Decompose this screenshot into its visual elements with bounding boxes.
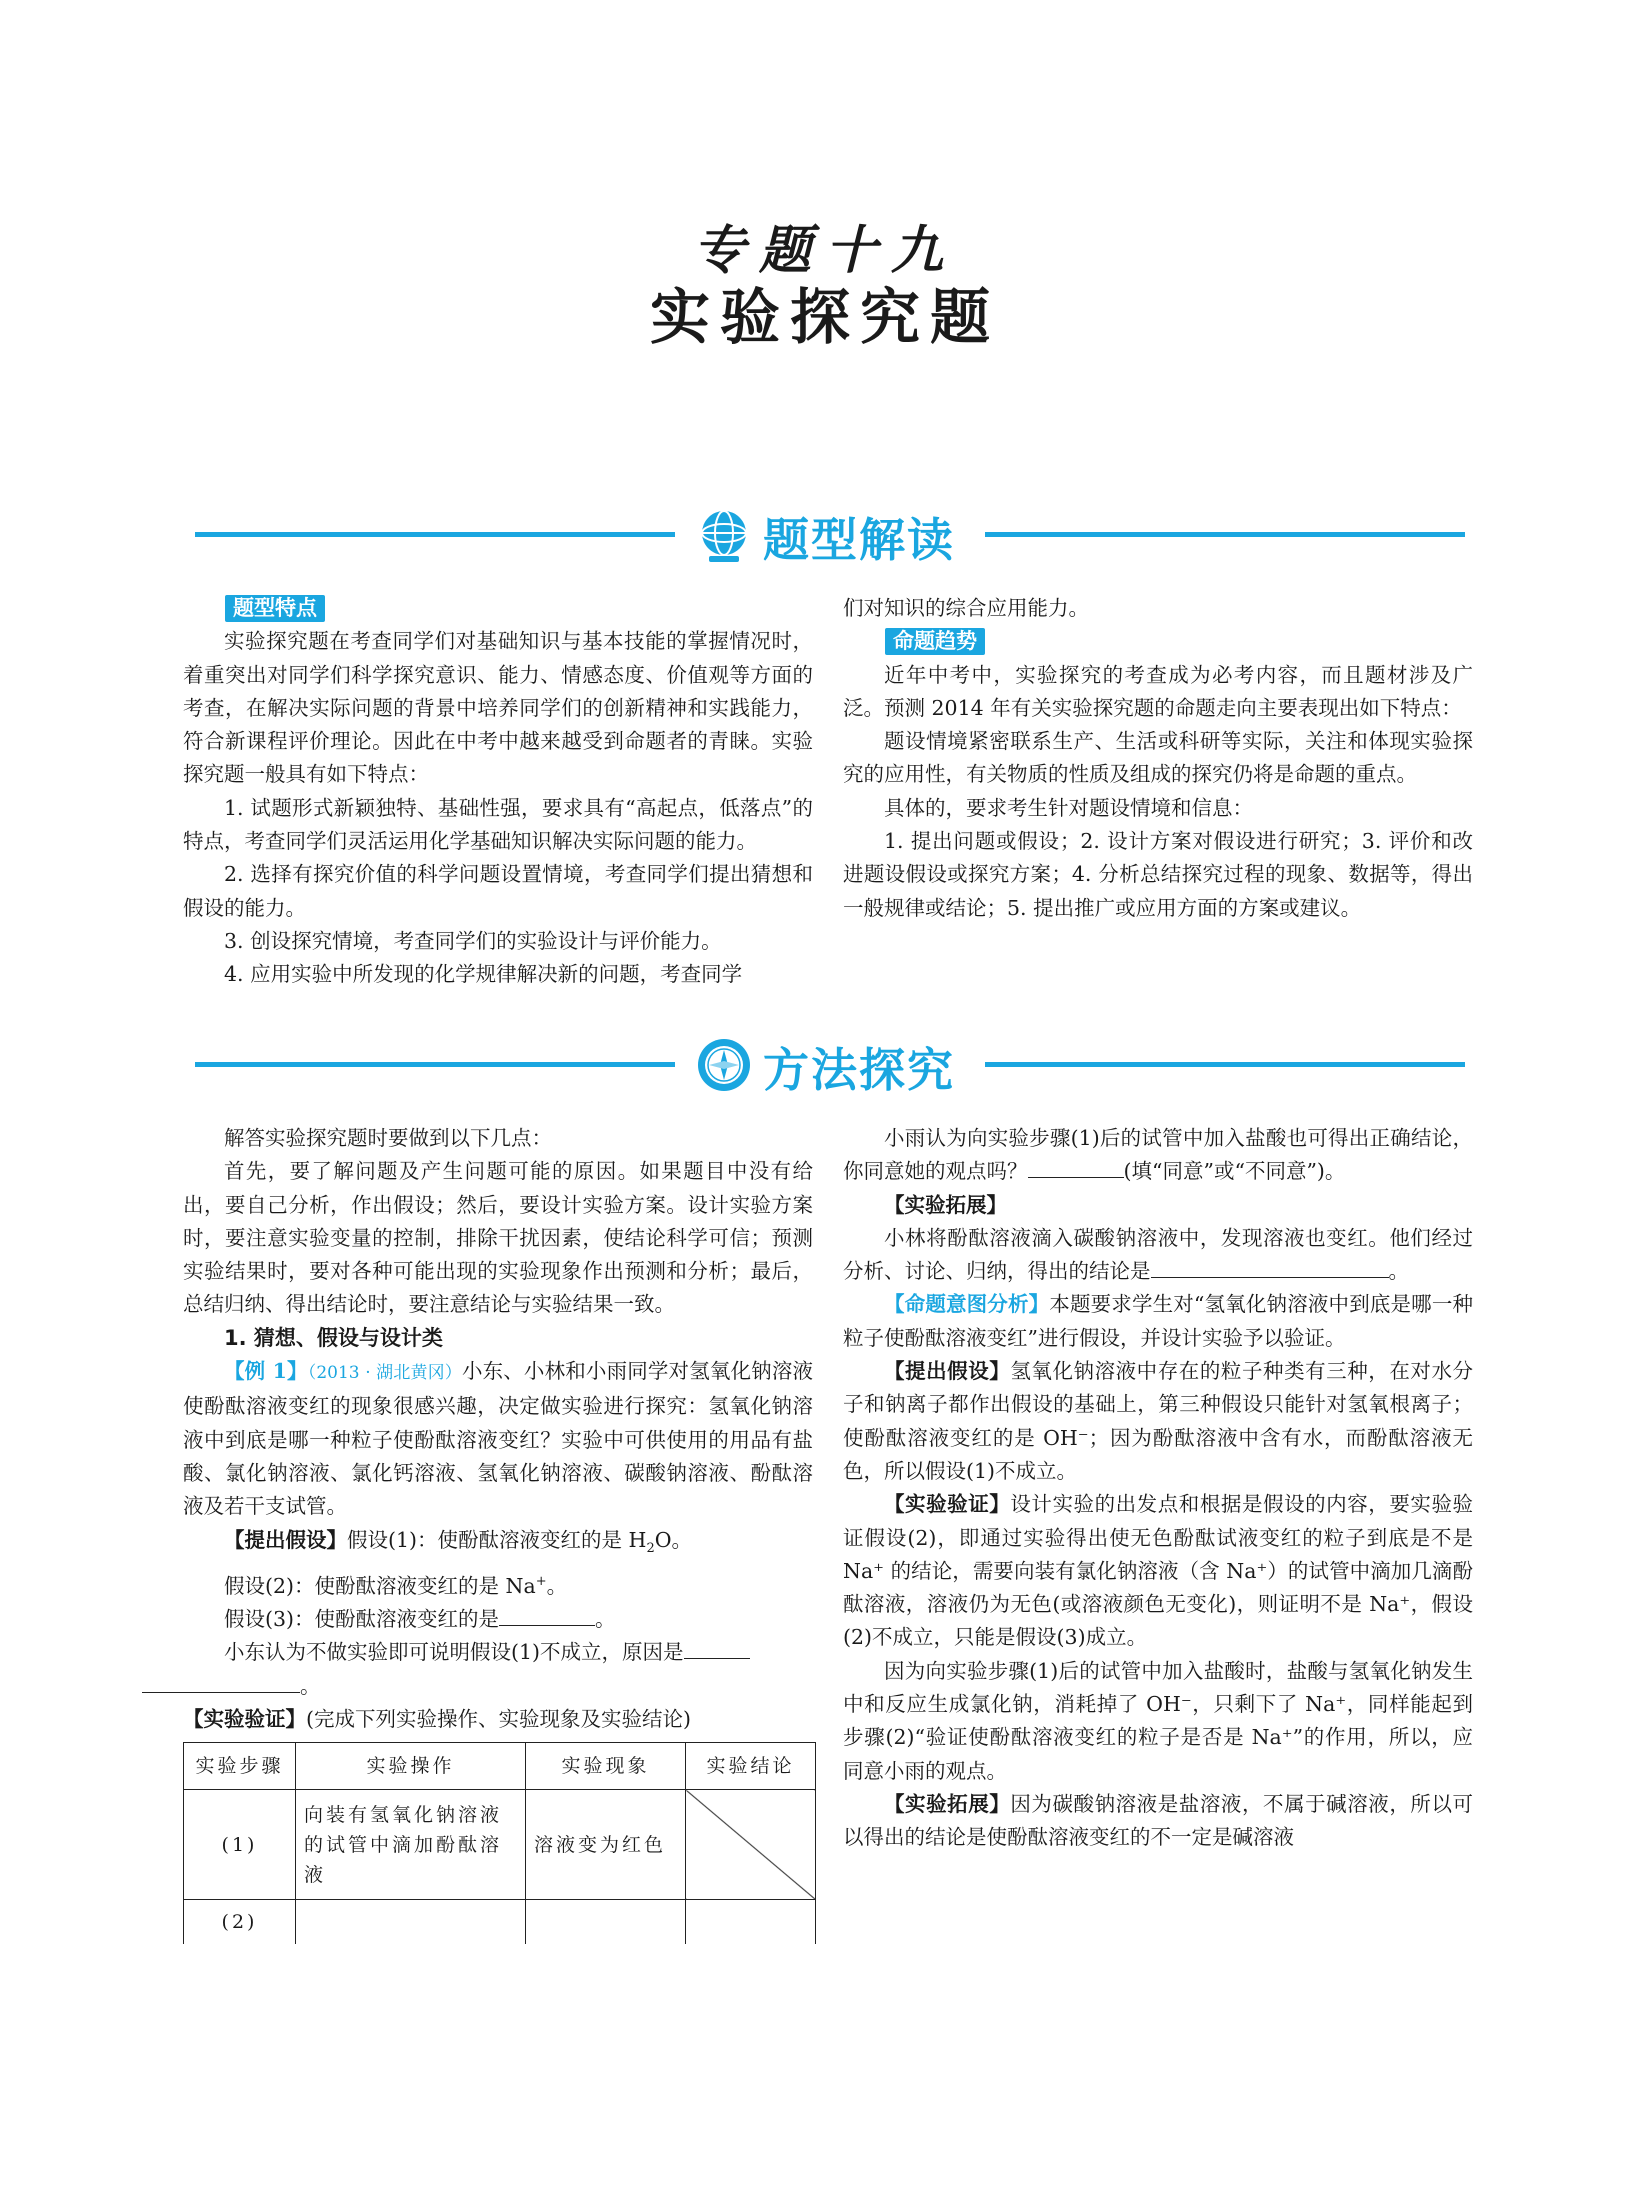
example-1 [183,1355,813,1523]
experiment-table [183,1742,816,1944]
section-title-analysis: 题型解读 [763,513,955,567]
hypothesis-3: 假设(3)：使酚酞溶液变红的是 。 [183,1603,813,1636]
table-header: 实验现象 [526,1743,686,1790]
section-header-method [195,1030,1465,1100]
answer-blank[interactable] [499,1603,595,1626]
answer-blank[interactable] [1028,1155,1124,1178]
globe-icon [695,506,753,564]
paragraph: 们对知识的综合应用能力。 [843,596,1089,620]
bracket-tag: 【实验拓展】 [884,1192,1007,1217]
paragraph: 1. 提出问题或假设；2. 设计方案对假设进行研究；3. 评价和改进题设假设或探究方案；4. 分析总结探究过程的现象、数据等，得出一般规律或结论；5. 提出推广或应用方面的方案或建议。 [843,829,1473,920]
section-header-analysis [195,500,1465,570]
tag-trends: 命题趋势 [885,628,985,655]
section-divider-left [195,532,675,537]
section1-right-column [843,592,1473,925]
answer-extension: 【实验拓展】因为碳酸钠溶液是盐溶液，不属于碱溶液，所以可以得出的结论是使酚酞溶液变红的不一定是碱溶液 [843,1791,1474,1850]
answer-blank[interactable] [684,1636,750,1659]
verification-intro: 【实验验证】(完成下列实验操作、实验现象及实验结论) [183,1706,691,1731]
table-cell-answer[interactable] [686,1900,816,1944]
paragraph: 实验探究题在考查同学们对基础知识与基本技能的掌握情况时，着重突出对同学们科学探究意识、能力、情感态度、价值观等方面的考查，在解决实际问题的背景中培养同学们的创新精神和实践能力，符合新课程评价理论。因此在中考中越来越受到命题者的青睐。实验探究题一般具有如下特点： [183,629,813,787]
bracket-tag: 【实验验证】 [884,1492,1011,1517]
answer-verification: 【实验验证】设计实验的出发点和根据是假设的内容，要实验验证假设(2)，即通过实验得出使无色酚酞试液变红的粒子到底是不是 Na⁺ 的结论，需要向装有氯化钠溶液（含 Na⁺）的试管中滴加几滴酚酞溶液，溶液仍为无色(或溶液颜色无变化)，则证明不是 Na⁺，假设(2)不成立，只能是假设(3)成立。 [843,1492,1474,1650]
section-title-method: 方法探究 [763,1043,955,1097]
page-title-topic: 专题十九 [692,221,957,281]
analysis-tag: 【命题意图分析】 [884,1292,1050,1317]
paragraph: 近年中考中，实验探究的考查成为必考内容，而且题材涉及广泛。预测 2014 年有关实验探究题的命题走向主要表现出如下特点： [843,662,1473,720]
bracket-tag: 【实验拓展】 [884,1791,1011,1816]
question-1: 小东认为不做实验即可说明假设(1)不成立，原因是 。 [183,1636,813,1703]
list-item: 4. 应用实验中所发现的化学规律解决新的问题，考查同学 [224,962,743,987]
table-row [184,1790,816,1900]
example-text: 小东、小林和小雨同学对氢氧化钠溶液使酚酞溶液变红的现象很感兴趣，决定做实验进行探究：氢氧化钠溶液中到底是哪一种粒子使酚酞溶液变红？实验中可供使用的用品有盐酸、氯化钠溶液、氯化钙溶液、氢氧化钠溶液、碳酸钠溶液、酚酞溶液及若干支试管。 [183,1359,813,1519]
bracket-tag: 【提出假设】 [224,1527,347,1552]
compass-icon [695,1036,753,1094]
section2-right-column [843,1122,1473,1855]
tag-question-features: 题型特点 [225,595,325,622]
section2-left-column [183,1122,813,1944]
paragraph: 题设情境紧密联系生产、生活或科研等实际，关注和体现实验探究的应用性，有关物质的性质及组成的探究仍将是命题的重点。 [843,729,1473,787]
answer-agree: 因为向实验步骤(1)后的试管中加入盐酸时，盐酸与氢氧化钠发生中和反应生成氯化钠，消耗掉了 OH⁻，只剩下了 Na⁺，同样能起到步骤(2)“验证使酚酞溶液变红的粒子是否是 Na⁺”的作用，所以，应同意小雨的观点。 [843,1658,1473,1783]
example-source: （2013 · 湖北黄冈） [307,1363,462,1384]
table-row [184,1900,816,1944]
answer-hypothesis: 【提出假设】氢氧化钠溶液中存在的粒子种类有三种，在对水分子和钠离子都作出假设的基础上，第三种假设只能针对氢氧根离子；使酚酞溶液变红的是 OH⁻；因为酚酞溶液中含有水，而酚酞溶液无色，所以假设(1)不成立。 [843,1359,1474,1483]
paragraph: 具体的，要求考生针对题设情境和信息： [884,795,1253,820]
table-cell-struck [686,1790,816,1900]
section-divider-right [985,1062,1465,1067]
example-tag: 【例 1】 [224,1359,308,1384]
table-cell-step: (1) [184,1790,296,1900]
hypothesis-2: 假设(2)：使酚酞溶液变红的是 Na+。 [224,1573,568,1598]
table-header: 实验操作 [296,1743,526,1790]
answer-blank[interactable] [1151,1255,1389,1278]
question-3: 小林将酚酞溶液滴入碳酸钠溶液中，发现溶液也变红。他们经过分析、讨论、归纳，得出的结论是 。 [843,1225,1473,1284]
section-divider-left [195,1062,675,1067]
table-cell-phenomenon: 溶液变为红色 [526,1790,686,1900]
bracket-tag: 【提出假设】 [884,1359,1011,1384]
table-cell-operation: 向装有氢氧化钠溶液的试管中滴加酚酞溶液 [296,1790,526,1900]
table-header: 实验结论 [686,1743,816,1790]
question-2: 小雨认为向实验步骤(1)后的试管中加入盐酸也可得出正确结论，你同意她的观点吗？ (填“同意”或“不同意”)。 [843,1126,1473,1184]
paragraph: 首先，要了解问题及产生问题可能的原因。如果题目中没有给出，要自己分析，作出假设；然后，要设计实验方案。设计实验方案时，要注意实验变量的控制，排除干扰因素，使结论科学可信；预测实验结果时，要对各种可能出现的实验现象作出预测和分析；最后，总结归纳、得出结论时，要注意结论与实验结果一致。 [183,1159,813,1317]
table-header: 实验步骤 [184,1743,296,1790]
answer-blank-cont[interactable] [142,1670,300,1693]
paragraph: 解答实验探究题时要做到以下几点： [224,1126,552,1150]
hypothesis-1: 【提出假设】假设(1)：使酚酞溶液变红的是 $H_2O$。 [224,1527,693,1556]
list-item: 1. 试题形式新颖独特、基础性强，要求具有“高起点，低落点”的特点，考查同学们灵活运用化学基础知识解决实际问题的能力。 [183,795,813,854]
bracket-tag: 【实验验证】 [183,1706,306,1731]
list-item: 3. 创设探究情境，考查同学们的实验设计与评价能力。 [224,928,722,953]
table-cell-answer[interactable] [526,1900,686,1944]
table-header-row [184,1743,816,1790]
table-cell-step: (2) [184,1900,296,1944]
list-item: 2. 选择有探究价值的科学问题设置情境，考查同学们提出猜想和假设的能力。 [183,862,813,920]
section1-left-column [183,592,813,992]
table-cell-answer[interactable] [296,1900,526,1944]
section-divider-right [985,532,1465,537]
intent-analysis: 【命题意图分析】本题要求学生对“氢氧化钠溶液中到底是哪一种粒子使酚酞溶液变红”进行假设，并设计实验予以验证。 [843,1292,1474,1350]
subheading: 1. 猜想、假设与设计类 [224,1325,443,1350]
page-title-main: 实验探究题 [650,283,1000,353]
